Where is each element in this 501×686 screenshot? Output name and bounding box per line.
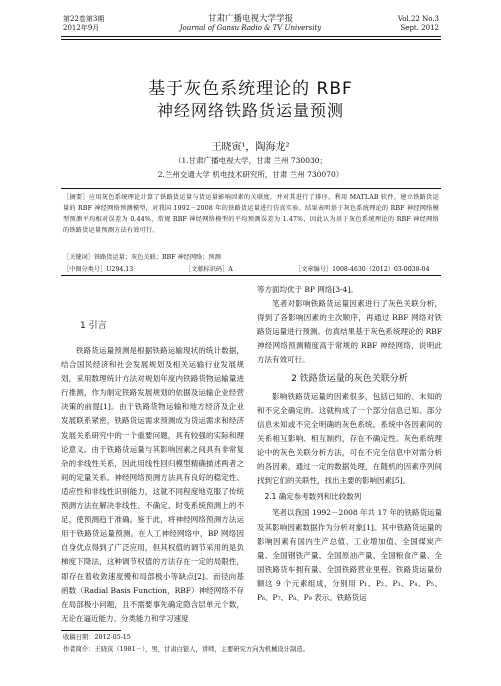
abstract-text: 应用灰色系统理论计算了铁路货运量与货运量影响因素的关联度，并对其进行了排序。利用 MATLAB 软件，建立铁路货运量的 RBF 神经网络预测模型，对我国 1992－2008 年的铁路货运量进行仿真实验。结果表明基于灰色系统理论的 RBF 神经网络模型预测平均相对误差为 0.44%，常规 RBF 神经网络模型的平均预测误差为 1.47%，因此认为基于灰色系统理论的 RBF 神经网络的铁路货运量预测方法有效可行。 [63,194,440,234]
classification-number: ［中图分类号］U294.13 [63,266,134,273]
subsection-2-1-heading: 2.1 确定参考数列和比较数列 [264,492,362,502]
journal-cn: 甘肃广播电视大学学报 [207,14,293,24]
date-en: Sept. 2012 [400,24,439,32]
right-para-2: 影响铁路货运量的因素很多，包括已知的、未知的和不完全确定的。这就构成了一个部分信息已知、部分信息未知或不完全明确的灰色系统。系统中各因素间的关系相互影响、相互制约，存在不确定性。灰色系统理论中的灰色关联分析方法，可在不完全信息中对需分析的各因素，通过一定的数据处理，在随机的因素序列间找到它们的关联性，找出主要的影响因素[5]。 [257,391,442,486]
section-2-heading: 2 铁路货运量的灰色关联分析 [291,373,408,384]
volume-cn: 第22卷第3期 [63,15,105,23]
right-column-text [257,283,442,605]
right-para-1: 笔者对影响铁路货运量因素进行了灰色关联分析，得到了各影响因素的主次顺序，再通过 RBF 网络对铁路货运量进行预测。仿真结果基于灰色系统理论的 RBF 神经网络预测精度高于常规的 RBF 神经网络，说明此方法有效可行。 [257,299,442,365]
header-rule-thin [61,39,441,40]
journal-en: Journal of Gansu Radio & TV University [179,24,322,32]
title-line-2: 神经网络铁路货运量预测 [156,101,344,120]
page-header [0,0,501,44]
keywords-text: 铁路货运量；灰色关联；RBF 神经网络；预测 [93,254,221,261]
author-bio: 作者简介：王晓寅（1981－），男，甘肃白银人，讲师，主要研究方向为机械设计制造。 [63,646,309,653]
affiliation-1: （1.甘肃广播电视大学，甘肃 兰州 730030； [173,156,328,165]
title-line-1: 基于灰色系统理论的 RBF [148,79,353,99]
right-para-0: 等方面均优于 BP 网络[3-4]。 [257,285,358,294]
right-para-3: 笔者以我国 1992－2008 年共 17 年的铁路货运量及其影响因素数据作为分析对象[1]。其中铁路货运量的影响因素有国内生产总值、工业增加值、全国煤炭产量、全国钢铁产量、全国原油产量、全国粮食产量、全国铁路货车拥有量、全国铁路营业里程、铁路货运量份额这 9 个元素组成，分别用 P₁、P₂、P₃、P₄、P₅、P₆、P₇、P₈、P₉ 表示。铁路货运 [257,508,442,602]
authors: 王晓寅¹，陶海龙² [211,142,290,153]
intro-paragraph: 铁路货运量预测是根据铁路运输现状的统计数据，结合国民经济和社会发展规划及相关运输行业发展规划，采用数理统计方法对规划年度内铁路货物运输量进行推测，作为制定铁路发展规划的依据及运输企业经营决策的前提[1]。由于铁路货物运输和地方经济及企业发展联系紧密，铁路货运需求预测成为货运需求和经济发展关系研究中的一个重要问题，具有较强的实际和理论意义。由于铁路货运量与其影响因素之间具有非常复杂的非线性关系，因此用线性回归模型精确描述两者之间的定量关系。神经网络预测方法具有良好的稳定性、适应性和非线性识别能力，这就不同程度地克服了传统预测方法在解决非线性、不确定、时变系统预测上的不足，使预测趋于准确。鉴于此，将神经网络预测方法运用于铁路货运量预测。在人工神经网络中，BP 网络因自身优点得到了广泛应用，但其权值的调节采用的是负梯度下降法，这种调节权值的方法存在一定的局限性，即存在着收敛速度慢和局部极小等缺点[2]。而径向基函数（Radial Basis Function，RBF）神经网络不存在局部极小问题，且不需要事先确定隐含层单元个数，无论在逼近能力、分类能力和学习速度 [61,346,244,623]
abstract-label: ［摘要］ [63,194,89,201]
abstract [63,192,439,236]
keywords-label: ［关键词］ [63,254,94,261]
section-1-heading: 1 引言 [80,321,107,331]
received-date: 收稿日期：2012-05-15 [63,634,131,641]
volume-en: Vol.22 No.3 [397,15,439,23]
header-rule [61,36,441,37]
date-cn: 2012年9月 [63,24,100,32]
left-column-text [61,344,244,626]
affiliation-2: 2.兰州交通大学 机电技术研究所，甘肃 兰州 730070） [157,170,344,179]
keywords [63,252,439,261]
document-code: ［文献标识码］A [185,266,233,273]
header-right [398,15,439,33]
footnote-rule [61,630,121,631]
article-number: ［文章编号］1008-4630（2012）03-0038-04 [295,266,430,273]
